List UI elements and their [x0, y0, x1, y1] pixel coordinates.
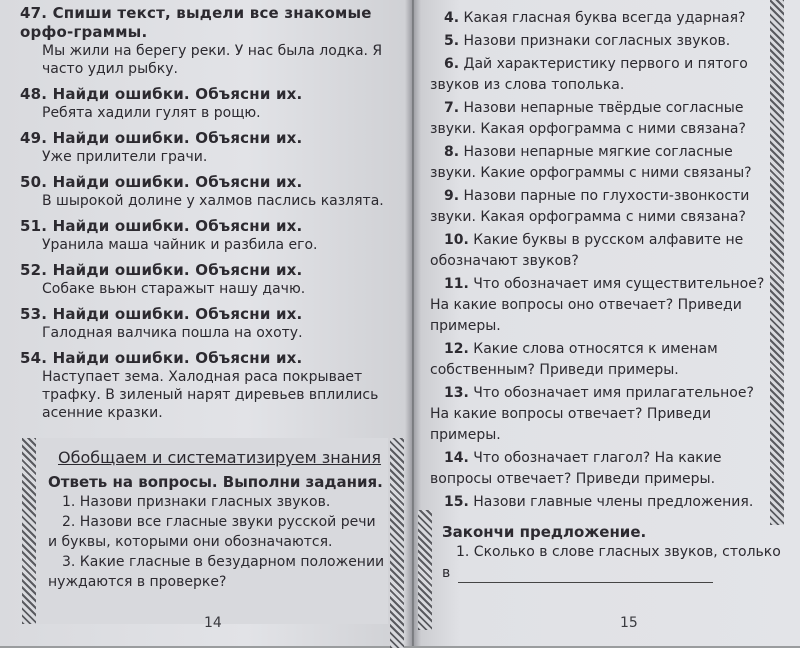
hatched-border-right-page	[770, 0, 784, 525]
answer-blank	[458, 568, 713, 583]
question-text: Назови парные по глухости-звонкости звуки. Какая орфограмма с ними связана?	[430, 188, 750, 225]
question-3: 3. Какие гласные в безударном положении нуждаются в проверке?	[48, 554, 385, 590]
page-number-right: 15	[620, 615, 638, 631]
exercise-51	[20, 217, 390, 254]
exercise-text: Наступает зема. Халодная раса покрывает трафку. В зиленый нарят диревьев вплились асенние кразки.	[42, 369, 379, 421]
finish-heading: Закончи предложение.	[442, 523, 647, 541]
question-number: 11.	[444, 276, 469, 292]
question-2: 2. Назови все гласные звуки русской речи и буквы, которыми они обозначаются.	[48, 514, 376, 550]
question-number: 15.	[444, 494, 469, 510]
question-number: 6.	[444, 56, 460, 72]
page-number-left: 14	[204, 615, 222, 631]
question-number: 5.	[444, 33, 460, 49]
finish-sentence-section	[442, 522, 787, 583]
question-13	[430, 383, 770, 446]
question-number: 4.	[444, 10, 460, 26]
summary-box-heading: Ответь на вопросы. Выполни задания.	[48, 473, 383, 491]
question-6	[430, 54, 770, 96]
finish-sentence: 1. Сколько в слове гласных звуков, столько	[456, 544, 781, 560]
exercise-49	[20, 129, 390, 166]
answer-prefix: в	[442, 565, 451, 581]
question-11	[430, 274, 770, 337]
exercise-heading: 49. Найди ошибки. Объясни их.	[20, 129, 303, 147]
question-1: 1. Назови признаки гласных звуков.	[62, 494, 331, 510]
exercise-text: Уранила маша чайник и разбила его.	[42, 237, 318, 253]
hatched-border-finish	[418, 510, 432, 630]
exercise-50	[20, 173, 390, 210]
exercise-heading: 54. Найди ошибки. Объясни их.	[20, 349, 303, 367]
question-number: 9.	[444, 188, 460, 204]
exercise-52	[20, 261, 390, 298]
question-10	[430, 230, 770, 272]
question-text: Что обозначает глагол? На какие вопросы отвечает? Приведи примеры.	[430, 450, 722, 487]
question-number: 10.	[444, 232, 469, 248]
hatched-border-left	[22, 438, 36, 624]
hatched-border-right	[390, 438, 404, 648]
exercise-text: Мы жили на берегу реки. У нас была лодка. Я часто удил рыбку.	[42, 43, 383, 77]
exercise-heading: 50. Найди ошибки. Объясни их.	[20, 173, 303, 191]
summary-box-content	[48, 472, 386, 592]
question-number: 12.	[444, 341, 469, 357]
exercise-text: Галодная валчика пошла на охоту.	[42, 325, 303, 341]
exercise-text: Ребята хадили гулят в рощю.	[42, 105, 261, 121]
question-number: 8.	[444, 144, 460, 160]
question-7	[430, 98, 770, 140]
exercise-text: В шырокой долине у халмов паслись казлята.	[42, 193, 384, 209]
question-14	[430, 448, 770, 490]
exercise-53	[20, 305, 390, 342]
exercise-text: Собаке вьюн старажыт нашу дачю.	[42, 281, 306, 297]
exercise-heading: 53. Найди ошибки. Объясни их.	[20, 305, 303, 323]
question-text: Назови непарные мягкие согласные звуки. Какие орфограммы с ними связаны?	[430, 144, 752, 181]
answer-line	[442, 563, 787, 583]
question-text: Что обозначает имя прилагательное? На какие вопросы отвечает? Приведи примеры.	[430, 385, 754, 443]
question-text: Что обозначает имя существительное? На какие вопросы оно отвечает? Приведи примеры.	[430, 276, 765, 334]
question-4	[430, 8, 770, 29]
question-5	[430, 31, 770, 52]
exercise-47	[20, 4, 390, 78]
question-15	[430, 492, 770, 513]
question-12	[430, 339, 770, 381]
question-text: Назови главные члены предложения.	[473, 494, 754, 510]
question-number: 7.	[444, 100, 460, 116]
question-text: Какие слова относятся к именам собственным? Приведи примеры.	[430, 341, 718, 378]
question-9	[430, 186, 770, 228]
exercise-text: Уже прилители грачи.	[42, 149, 208, 165]
question-text: Назови непарные твёрдые согласные звуки. Какая орфограмма с ними связана?	[430, 100, 746, 137]
exercise-heading: 51. Найди ошибки. Объясни их.	[20, 217, 303, 235]
question-list	[430, 8, 770, 515]
exercise-heading: 48. Найди ошибки. Объясни их.	[20, 85, 303, 103]
summary-box-title: Обобщаем и систематизируем знания	[58, 448, 382, 467]
question-text: Назови признаки согласных звуков.	[463, 33, 731, 49]
exercise-list	[20, 4, 390, 429]
question-number: 14.	[444, 450, 469, 466]
question-number: 13.	[444, 385, 469, 401]
question-text: Какая гласная буква всегда ударная?	[463, 10, 746, 26]
question-text: Дай характеристику первого и пятого звуков из слова тополька.	[430, 56, 748, 93]
exercise-heading: 47. Спиши текст, выдели все знакомые орфо-граммы.	[20, 4, 372, 41]
exercise-48	[20, 85, 390, 122]
exercise-54	[20, 349, 390, 422]
exercise-heading: 52. Найди ошибки. Объясни их.	[20, 261, 303, 279]
question-text: Какие буквы в русском алфавите не обозначают звуков?	[430, 232, 744, 269]
question-8	[430, 142, 770, 184]
